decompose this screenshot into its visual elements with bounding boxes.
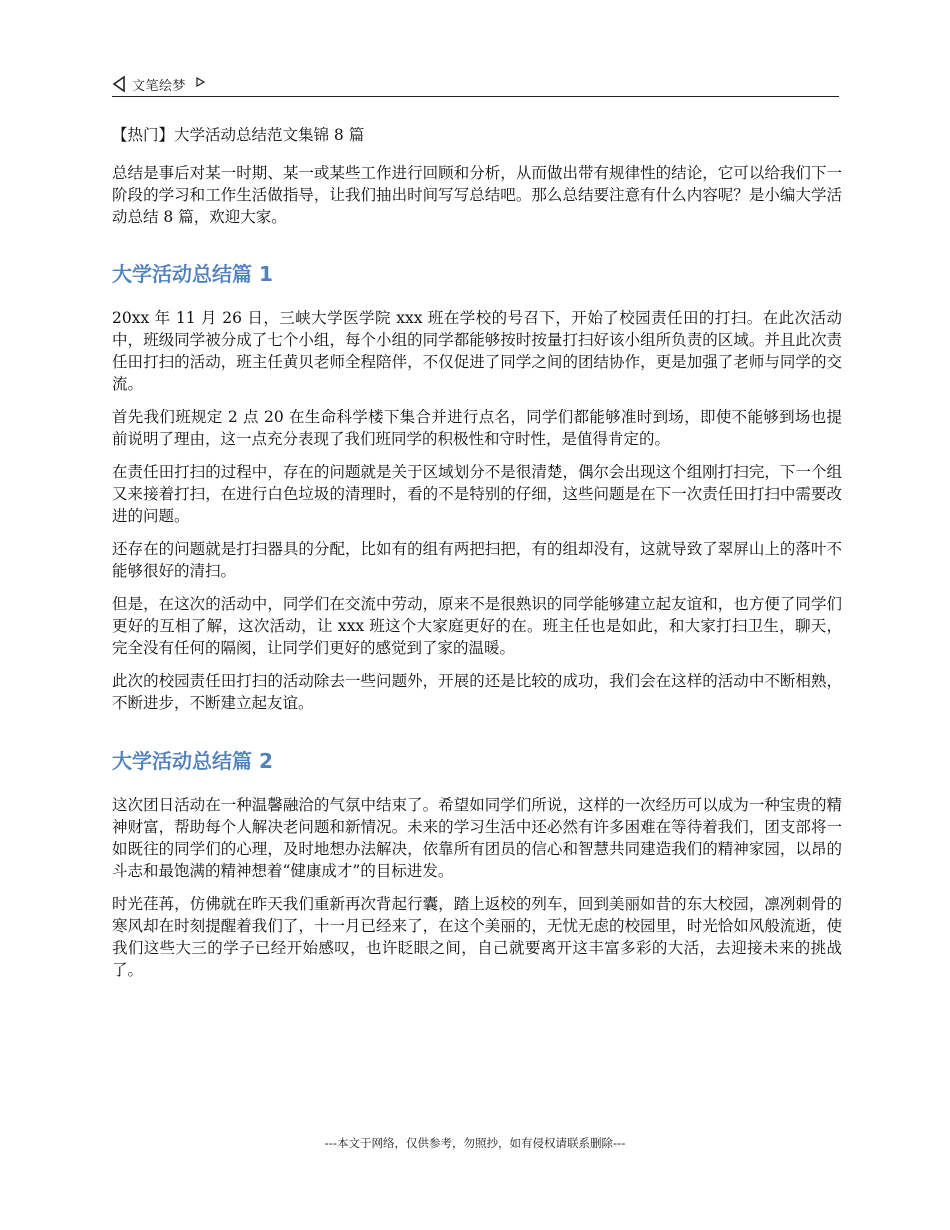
document-title: 【热门】大学活动总结范文集锦 8 篇 (112, 126, 365, 144)
page-footer: ---本文于网络，仅供参考，勿照抄，如有侵权请联系删除--- (324, 1136, 626, 1150)
page-header (112, 72, 839, 97)
triangle-right-outline-icon (196, 77, 205, 87)
brand-name: 文笔绘梦 (132, 78, 187, 94)
section-1 (112, 261, 842, 714)
section-heading: 大学活动总结篇 1 (112, 262, 273, 286)
section-paragraph: 这次团日活动在一种温馨融洽的气氛中结束了。希望如同学们所说，这样的一次经历可以成为一种宝贵的精神财富，帮助每个人解决老问题和新情况。未来的学习生活中还必然有许多困难在等待着我们，团支部将一如既往的同学们的心理，及时地想办法解决，依靠所有团员的信心和智慧共同建造我们的精神家园，以昂的斗志和最饱满的精神想着“健康成才”的目标进发。 (112, 796, 842, 880)
section-paragraph: 首先我们班规定 2 点 20 在生命科学楼下集合并进行点名，同学们都能够准时到场，即使不能够到场也提前说明了理由，这一点充分表现了我们班同学的积极性和守时性，是值得肯定的。 (112, 408, 842, 448)
section-paragraph: 在责任田打扫的过程中，存在的问题就是关于区域划分不是很清楚，偶尔会出现这个组刚打扫完，下一个组又来接着打扫，在进行白色垃圾的清理时，看的不是特别的仔细，这些问题是在下一次责任田打扫中需要改进的问题。 (112, 463, 842, 525)
section-2 (112, 748, 842, 981)
intro-paragraph: 总结是事后对某一时期、某一或某些工作进行回顾和分析，从而做出带有规律性的结论，它可以给我们下一阶段的学习和工作生活做指导，让我们抽出时间写写总结吧。那么总结要注意有什么内容呢？是小编大学活动总结 8 篇，欢迎大家。 (112, 164, 842, 226)
section-heading: 大学活动总结篇 2 (112, 749, 273, 773)
section-paragraph: 时光荏苒，仿佛就在昨天我们重新再次背起行囊，踏上返校的列车，回到美丽如昔的东大校园，凛冽刺骨的寒风却在时刻提醒着我们了，十一月已经来了，在这个美丽的，无忧无虑的校园里，时光恰如风般流逝，使我们这些大三的学子已经开始感叹，也许眨眼之间，自己就要离开这丰富多彩的大活，去迎接未来的挑战了。 (112, 895, 842, 979)
section-paragraph: 但是，在这次的活动中，同学们在交流中劳动，原来不是很熟识的同学能够建立起友谊和，也方便了同学们更好的互相了解，这次活动，让 xxx 班这个大家庭更好的在。班主任也是如此，和大家打扫卫生，聊天，完全没有任何的隔阂，让同学们更好的感觉到了家的温暖。 (112, 595, 842, 657)
section-paragraph: 还存在的问题就是打扫器具的分配，比如有的组有两把扫把，有的组却没有，这就导致了翠屏山上的落叶不能够很好的清扫。 (112, 540, 842, 580)
section-paragraph: 20xx 年 11 月 26 日，三峡大学医学院 xxx 班在学校的号召下，开始了校园责任田的打扫。在此次活动中，班级同学被分成了七个小组，每个小组的同学都能够按时按量打扫好该小组所负责的区域。并且此次责任田打扫的活动，班主任黄贝老师全程陪伴，不仅促进了同学之间的团结协作，更是加强了老师与同学的交流。 (112, 309, 842, 393)
triangle-left-outline-icon (112, 76, 126, 92)
document-body (112, 124, 842, 992)
section-paragraph: 此次的校园责任田打扫的活动除去一些问题外，开展的还是比较的成功，我们会在这样的活动中不断相熟，不断进步，不断建立起友谊。 (112, 672, 842, 712)
